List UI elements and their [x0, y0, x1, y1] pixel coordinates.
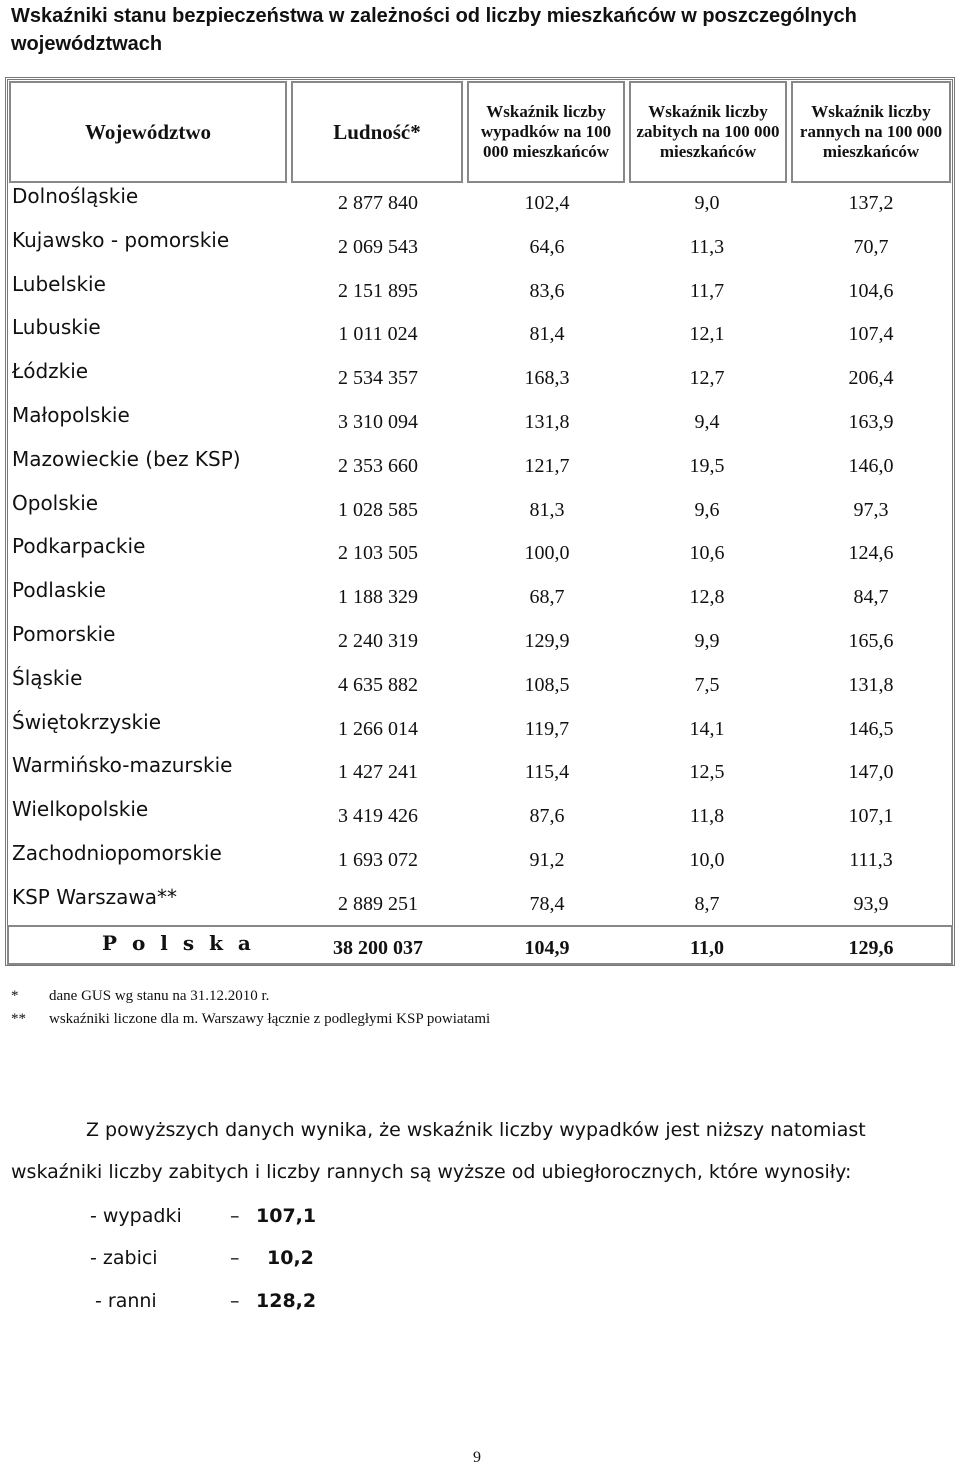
cell-accidents-rate: 108,5 — [524, 673, 570, 696]
cell-accidents-rate: 68,7 — [529, 586, 565, 609]
cell-population: 2 877 840 — [338, 192, 418, 214]
cell-accidents-rate: 168,3 — [524, 367, 570, 390]
cell-injured-rate: 97,3 — [853, 498, 889, 521]
cell-killed-rate: 12,7 — [689, 367, 725, 390]
cell-region: KSP Warszawa** — [12, 884, 177, 909]
page-title: Wskaźniki stanu bezpieczeństwa w zależności od liczby mieszkańców w poszczególnych województwach — [11, 5, 857, 55]
cell-population: 2 889 251 — [338, 892, 418, 915]
cell-population: 1 011 024 — [338, 323, 418, 346]
cell-population: 3 419 426 — [338, 805, 418, 828]
cell-region: Łódzkie — [12, 359, 89, 384]
cell-region: Podkarpackie — [12, 534, 146, 559]
cell-population: 2 151 895 — [338, 279, 418, 302]
cell-population: 1 028 585 — [338, 498, 418, 521]
cell-injured-rate: 137,2 — [848, 192, 894, 214]
prev-accidents-label: - wypadki — [90, 1205, 182, 1227]
cell-injured-rate: 206,4 — [848, 367, 894, 390]
cell-accidents-rate: 78,4 — [529, 892, 565, 915]
cell-accidents-rate: 121,7 — [524, 454, 570, 477]
cell-population: 2 103 505 — [338, 542, 418, 565]
cell-injured-rate: 107,4 — [848, 323, 894, 346]
header-population: Ludność* — [291, 81, 463, 183]
cell-injured-rate: 147,0 — [848, 761, 894, 784]
page-number: 9 — [473, 1449, 481, 1466]
prev-killed-value: 10,2 — [267, 1247, 314, 1269]
dash-separator: – — [230, 1247, 240, 1269]
cell-accidents-rate: 129,9 — [524, 630, 570, 652]
cell-region: Dolnośląskie — [12, 184, 139, 208]
footnote-warsaw — [11, 1011, 490, 1028]
cell-population: 2 240 319 — [338, 630, 418, 652]
cell-population: 4 635 882 — [338, 673, 418, 696]
footnote-population — [11, 988, 269, 1005]
cell-region: Kujawsko - pomorskie — [12, 227, 230, 252]
cell-injured-rate: 163,9 — [848, 411, 894, 433]
footnote-mark: ** — [11, 1011, 26, 1027]
stats-table — [5, 77, 955, 966]
cell-killed-rate: 19,5 — [689, 454, 725, 477]
cell-region: Warmińsko-mazurskie — [12, 753, 233, 778]
cell-region: Wielkopolskie — [12, 797, 149, 822]
cell-killed-rate: 12,5 — [689, 761, 725, 784]
cell-accidents-rate: 115,4 — [524, 761, 570, 784]
cell-population: 2 069 543 — [338, 235, 418, 258]
cell-region: Śląskie — [12, 665, 83, 690]
cell-injured-rate: 131,8 — [848, 673, 894, 696]
cell-region: Mazowieckie (bez KSP) — [12, 446, 241, 471]
cell-region: Świętokrzyskie — [12, 709, 161, 734]
cell-population: 1 693 072 — [338, 849, 418, 871]
cell-accidents-rate: 64,6 — [529, 235, 565, 258]
cell-killed-rate: 8,7 — [694, 892, 720, 915]
cell-accidents-rate: 119,7 — [524, 717, 570, 740]
cell-injured-rate: 165,6 — [848, 630, 894, 652]
cell-accidents-rate: 91,2 — [529, 849, 565, 871]
cell-region: Lubelskie — [12, 271, 106, 296]
cell-region: Podlaskie — [12, 578, 106, 603]
cell-region: Pomorskie — [12, 622, 116, 646]
footnote-text: dane GUS wg stanu na 31.12.2010 r. — [49, 988, 270, 1004]
cell-injured-rate: 111,3 — [849, 849, 893, 871]
dash-separator: – — [230, 1205, 240, 1227]
prev-injured-value: 128,2 — [256, 1290, 317, 1312]
cell-population: 1 188 329 — [338, 586, 418, 609]
cell-killed-rate: 12,8 — [689, 586, 725, 609]
total-injured-rate: 129,6 — [848, 937, 894, 959]
cell-injured-rate: 107,1 — [848, 805, 894, 828]
cell-killed-rate: 14,1 — [689, 717, 725, 740]
cell-killed-rate: 9,9 — [694, 630, 720, 652]
cell-killed-rate: 10,6 — [689, 542, 725, 565]
cell-region: Małopolskie — [12, 403, 130, 427]
cell-killed-rate: 9,6 — [694, 498, 720, 521]
cell-injured-rate: 84,7 — [853, 586, 889, 609]
header-injured-rate: Wskaźnik liczby rannych na 100 000 mieszkańców — [791, 81, 951, 183]
cell-injured-rate: 70,7 — [853, 235, 889, 258]
cell-killed-rate: 9,0 — [694, 192, 720, 214]
header-killed-rate: Wskaźnik liczby zabitych na 100 000 mieszkańców — [629, 81, 787, 183]
total-accidents-rate: 104,9 — [524, 937, 570, 959]
cell-killed-rate: 11,7 — [689, 279, 725, 302]
prev-accidents-value: 107,1 — [256, 1205, 317, 1227]
cell-accidents-rate: 102,4 — [524, 192, 570, 214]
cell-population: 2 534 357 — [338, 367, 418, 390]
dash-separator: – — [230, 1290, 240, 1312]
cell-population: 1 427 241 — [338, 761, 418, 784]
cell-injured-rate: 146,0 — [848, 454, 894, 477]
total-killed-rate: 11,0 — [690, 937, 724, 959]
cell-population: 1 266 014 — [338, 717, 418, 740]
prev-killed-label: - zabici — [90, 1247, 158, 1269]
cell-killed-rate: 11,3 — [689, 235, 725, 258]
cell-region: Zachodniopomorskie — [12, 841, 222, 865]
cell-accidents-rate: 100,0 — [524, 542, 570, 565]
total-label: P o l s k a — [102, 931, 255, 955]
header-accidents-rate: Wskaźnik liczby wypadków na 100 000 mieszkańców — [467, 81, 625, 183]
cell-population: 2 353 660 — [338, 454, 418, 477]
cell-region: Opolskie — [12, 490, 99, 515]
cell-accidents-rate: 81,3 — [529, 498, 565, 521]
cell-injured-rate: 104,6 — [848, 279, 894, 302]
cell-injured-rate: 146,5 — [848, 717, 894, 740]
cell-region: Lubuskie — [12, 315, 101, 340]
cell-population: 3 310 094 — [338, 411, 418, 433]
cell-killed-rate: 11,8 — [689, 805, 725, 828]
paragraph-line-2: wskaźniki liczby zabitych i liczby rannych są wyższe od ubiegłorocznych, które wynosiły: — [11, 1161, 852, 1183]
cell-killed-rate: 7,5 — [694, 673, 720, 696]
total-population: 38 200 037 — [333, 937, 423, 959]
prev-injured-label: - ranni — [95, 1290, 157, 1312]
cell-injured-rate: 124,6 — [848, 542, 894, 565]
cell-killed-rate: 9,4 — [694, 411, 720, 433]
cell-injured-rate: 93,9 — [853, 892, 889, 915]
header-region: Województwo — [9, 81, 287, 183]
footnote-text: wskaźniki liczone dla m. Warszawy łącznie z podległymi KSP powiatami — [49, 1011, 491, 1027]
paragraph-line-1: Z powyższych danych wynika, że wskaźnik liczby wypadków jest niższy natomiast — [86, 1119, 866, 1141]
cell-killed-rate: 12,1 — [689, 323, 725, 346]
footnote-mark: * — [11, 988, 19, 1004]
cell-killed-rate: 10,0 — [689, 849, 725, 871]
cell-accidents-rate: 83,6 — [529, 279, 565, 302]
cell-accidents-rate: 131,8 — [524, 411, 570, 433]
cell-accidents-rate: 81,4 — [529, 323, 565, 346]
cell-accidents-rate: 87,6 — [529, 805, 565, 828]
